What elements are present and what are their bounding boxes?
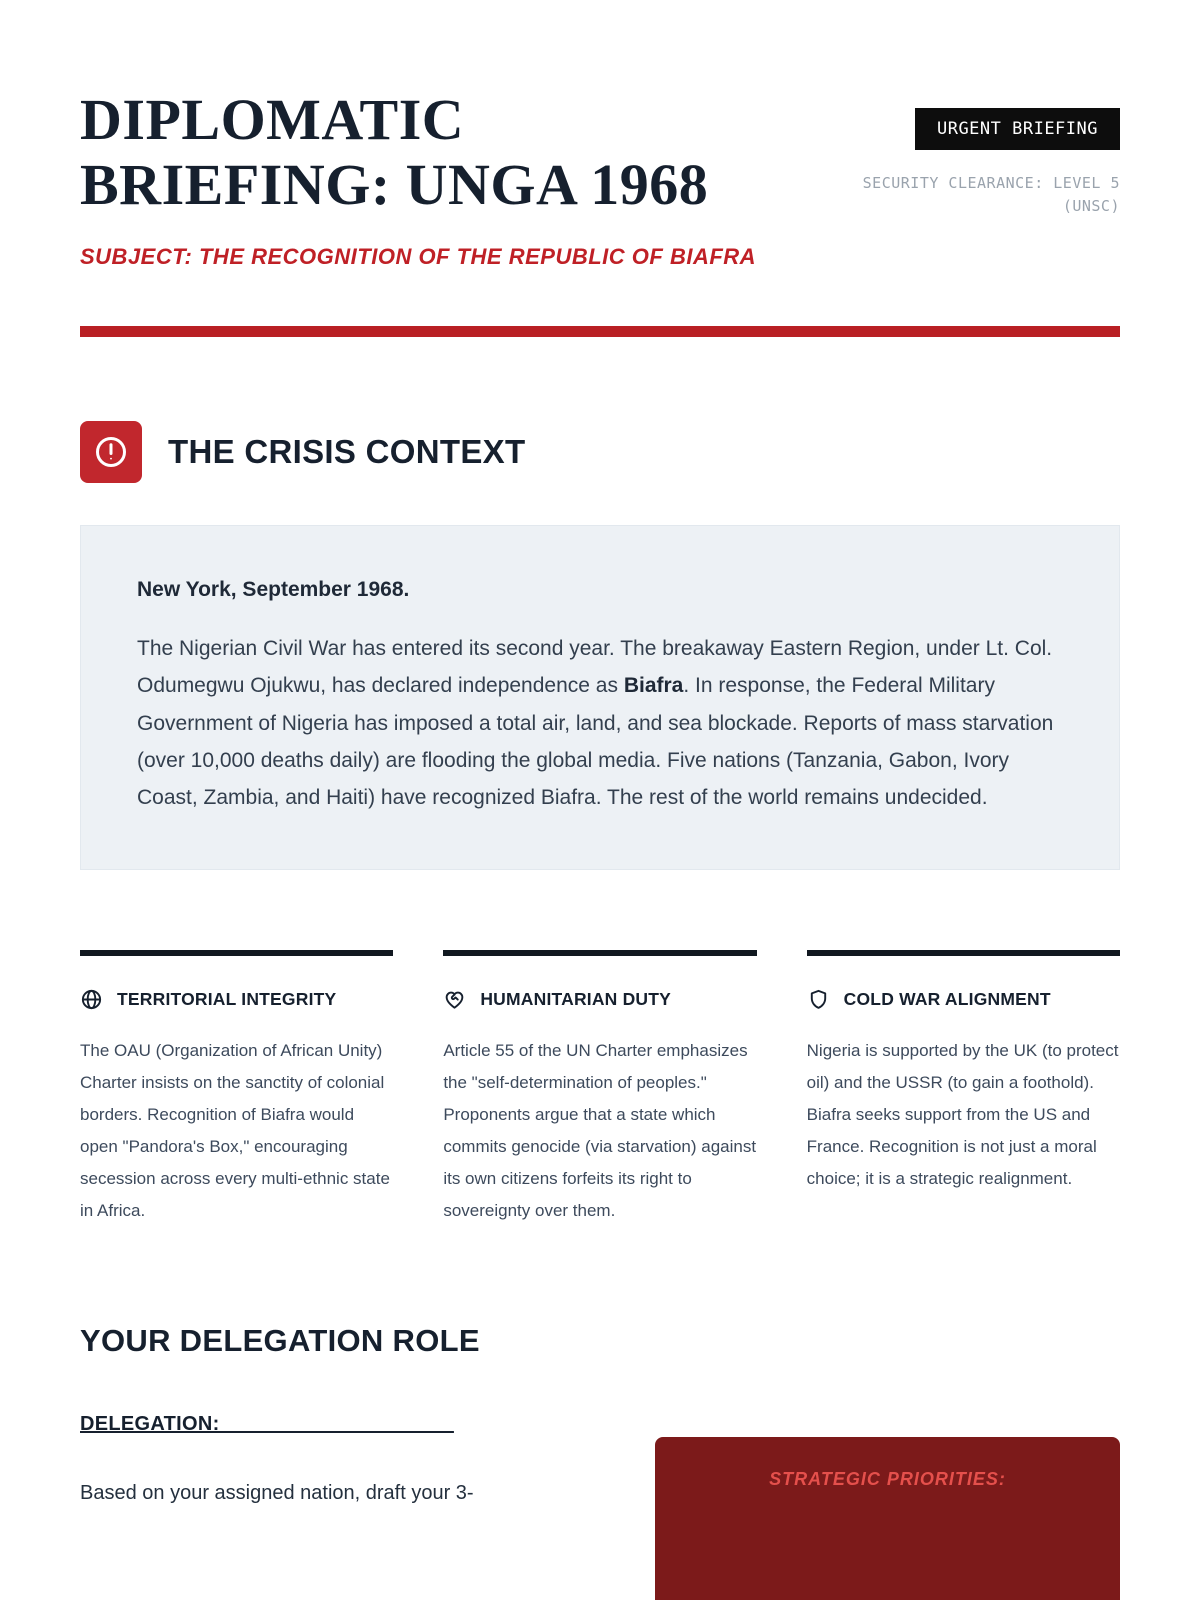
heart-hands-icon — [443, 988, 466, 1011]
delegation-section-title: YOUR DELEGATION ROLE — [80, 1322, 480, 1358]
title-block — [80, 88, 780, 270]
crisis-section-title: THE CRISIS CONTEXT — [168, 432, 526, 470]
pillar-title: HUMANITARIAN DUTY — [480, 988, 672, 1009]
crisis-text-after: . In response, the Federal Military Government of Nigeria has imposed a total air, land, and sea blockade. Reports of mass starvation (over 10,000 deaths daily) are flooding the global media. Five nations (Tanzania, Gabon, Ivory Coast, Zambia, and Haiti) have recognized Biafra. The rest of the world remains undecided. — [137, 674, 1054, 810]
security-clearance — [820, 172, 1120, 219]
pillar-cold-war-alignment — [807, 950, 1120, 1227]
delegation-blank-label: DELEGATION: ____________________ — [80, 1412, 454, 1435]
header — [80, 88, 1120, 270]
shield-icon — [807, 988, 830, 1011]
globe-icon — [80, 988, 103, 1011]
pillar-text: Article 55 of the UN Charter emphasizes the "self-determination of peoples." Proponents argue that a state which commits genocide (via starvation) against its own citizens forfeits its right to sovereignty over them. — [443, 1040, 757, 1220]
delegation-section-body — [80, 1413, 1120, 1600]
subject-line: SUBJECT: THE RECOGNITION OF THE REPUBLIC OF BIAFRA — [80, 243, 757, 269]
crisis-section-header — [80, 421, 1120, 483]
page-content — [80, 0, 1120, 1600]
dateline: New York, September 1968. — [137, 577, 410, 601]
crisis-text-bold: Biafra — [623, 674, 684, 698]
urgent-badge: URGENT BRIEFING — [915, 108, 1120, 150]
page-title: DIPLOMATIC BRIEFING: UNGA 1968 — [80, 87, 709, 217]
strategic-priorities-title: STRATEGIC PRIORITIES: — [769, 1468, 1006, 1489]
pillars-grid — [80, 950, 1120, 1227]
divider-rule — [80, 326, 1120, 337]
pillar-title: COLD WAR ALIGNMENT — [843, 988, 1051, 1009]
header-meta — [820, 108, 1120, 219]
pillar-territorial-integrity — [80, 950, 393, 1227]
alert-icon — [80, 421, 142, 483]
crisis-context-panel — [80, 525, 1120, 870]
clearance-line-1: SECURITY CLEARANCE: LEVEL 5 — [862, 174, 1120, 192]
pillar-humanitarian-duty — [443, 950, 756, 1227]
clearance-line-2: (UNSC) — [1062, 197, 1120, 216]
crisis-text-before: The Nigerian Civil War has entered its second year. The breakaway Eastern Region, under Lt. Col. Odumegwu Ojukwu, has declared independence as — [137, 636, 1053, 698]
strategic-priorities-panel — [655, 1437, 1120, 1600]
crisis-paragraph — [137, 630, 1063, 817]
pillar-title: TERRITORIAL INTEGRITY — [117, 988, 337, 1009]
pillar-text: The OAU (Organization of African Unity) Charter insists on the sanctity of colonial borders. Recognition of Biafra would open "Pandora's Box," encouraging secession across every multi-ethnic state in Africa. — [80, 1040, 390, 1220]
pillar-header — [443, 988, 756, 1011]
pillar-header — [807, 988, 1120, 1011]
delegation-left-column — [80, 1413, 595, 1510]
delegation-paragraph: Based on your assigned nation, draft your 3- — [80, 1481, 474, 1504]
pillar-text: Nigeria is supported by the UK (to protect oil) and the USSR (to gain a foothold). Biafra seeks support from the US and France. Recognition is not just a moral choice; it is a strategic realignment. — [806, 1040, 1119, 1188]
pillar-header — [80, 988, 393, 1011]
